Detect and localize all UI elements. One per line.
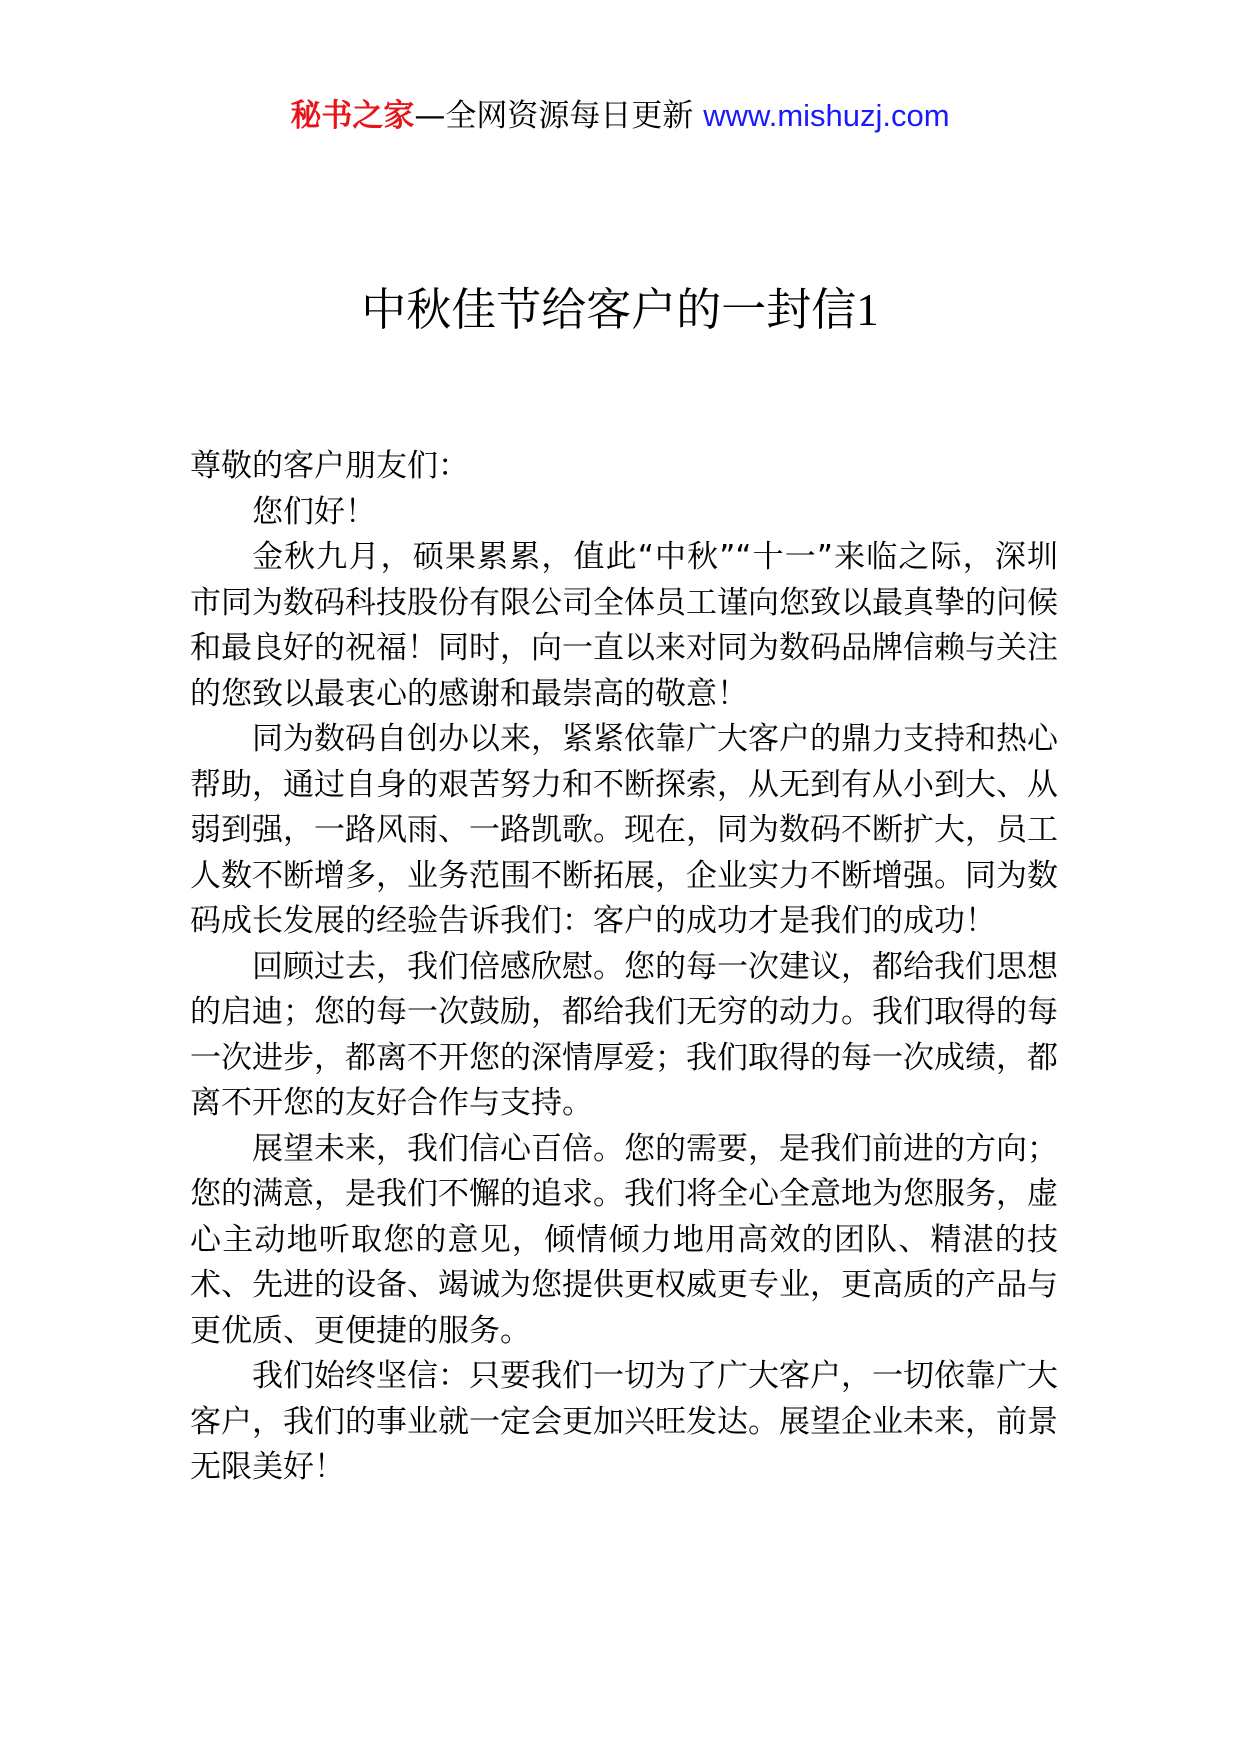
website-link[interactable]: www.mishuzj.com (703, 98, 950, 133)
paragraph-3: 回顾过去，我们倍感欣慰。您的每一次建议，都给我们思想的启迪；您的每一次鼓励，都给我们无穷的动力。我们取得的每一次进步，都离不开您的深情厚爱；我们取得的每一次成绩，都离不开您的友好合作与支持。 (190, 948, 1058, 1121)
salutation: 尊敬的客户朋友们： (190, 448, 469, 484)
paragraph-5: 我们始终坚信：只要我们一切为了广大客户，一切依靠广大客户，我们的事业就一定会更加兴旺发达。展望企业未来，前景无限美好！ (190, 1358, 1058, 1485)
paragraph-2: 同为数码自创办以来，紧紧依靠广大客户的鼎力支持和热心帮助，通过自身的艰苦努力和不断探索，从无到有从小到大、从弱到强，一路风雨、一路凯歌。现在，同为数码不断扩大，员工人数不断增多，业务范围不断拓展，企业实力不断增强。同为数码成长发展的经验告诉我们：客户的成功才是我们的成功！ (190, 721, 1058, 939)
paragraph-1: 金秋九月，硕果累累，值此“中秋”“十一”来临之际，深圳市同为数码科技股份有限公司全体员工谨向您致以最真挚的问候和最良好的祝福！同时，向一直以来对同为数码品牌信赖与关注的您致以最衷心的感谢和最崇高的敬意！ (190, 539, 1058, 712)
header-tagline: —全网资源每日更新 (414, 98, 704, 134)
letter-body (190, 444, 1058, 1491)
document-title-text: 中秋佳节给客户的一封信 (361, 283, 857, 336)
brand-name: 秘书之家 (290, 98, 415, 134)
document-title (0, 280, 1240, 340)
greeting: 您们好！ (252, 493, 376, 530)
paragraph-4: 展望未来，我们信心百倍。您的需要，是我们前进的方向；您的满意，是我们不懈的追求。我们将全心全意地为您服务，虚心主动地听取您的意见，倾情倾力地用高效的团队、精湛的技术、先进的设备、竭诚为您提供更权威更专业，更高质的产品与更优质、更便捷的服务。 (190, 1130, 1058, 1349)
document-title-number: 1 (856, 285, 879, 335)
site-header (0, 96, 1240, 136)
